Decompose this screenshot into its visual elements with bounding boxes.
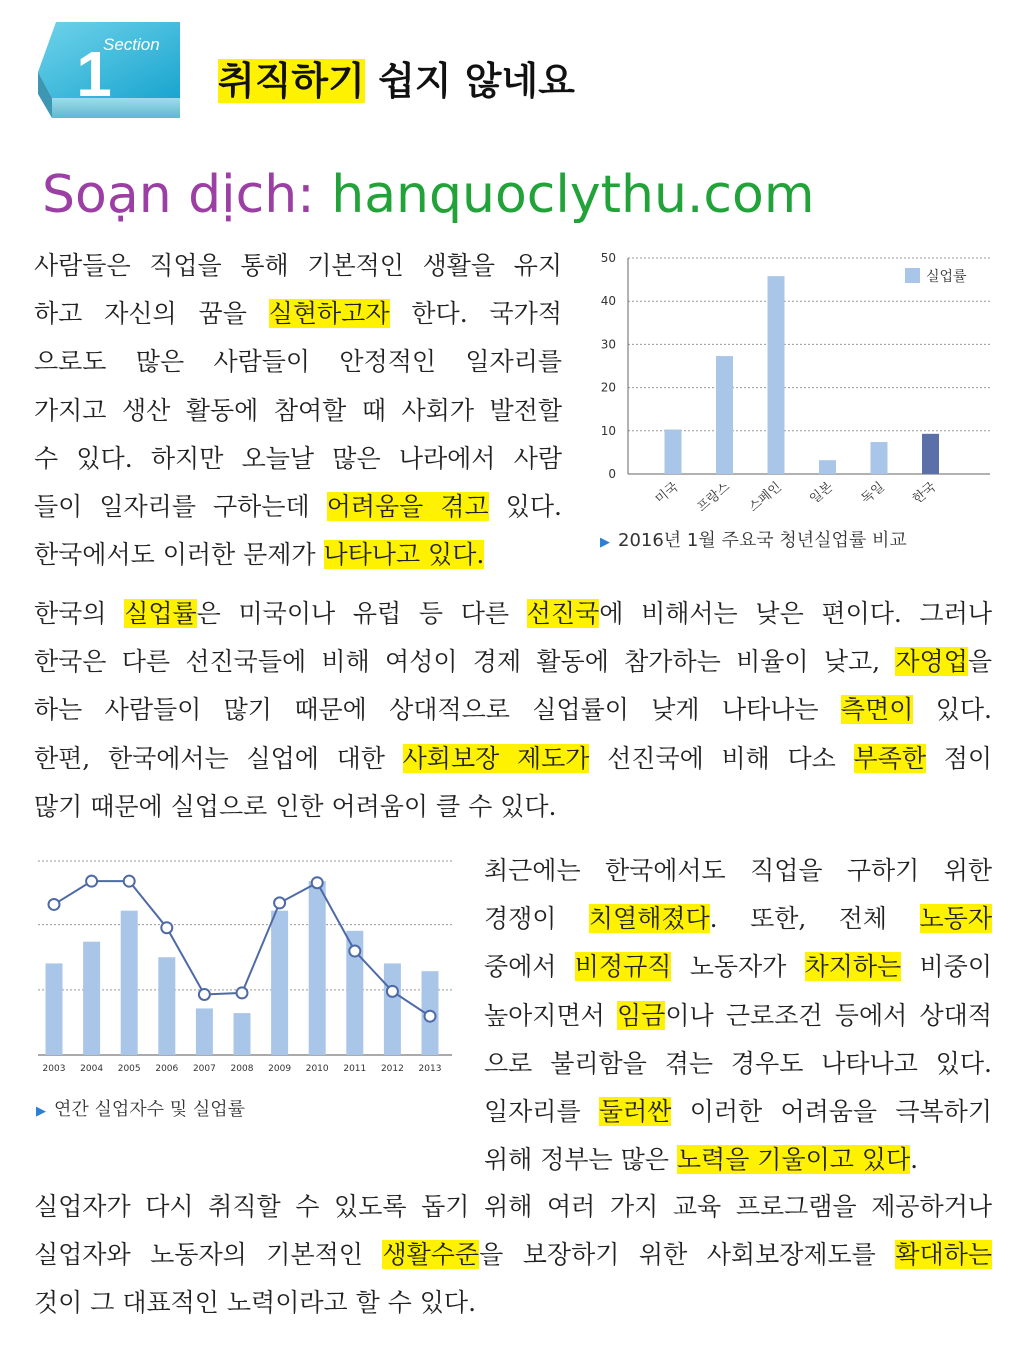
text-segment: . xyxy=(910,1145,919,1175)
watermark xyxy=(42,160,815,230)
highlighted-text: 어려움을 겪고 xyxy=(326,491,489,521)
text-segment: 위해 정부는 많은 xyxy=(484,1145,677,1175)
line-point xyxy=(312,877,323,888)
y-tick-label: 10 xyxy=(600,423,616,438)
text-segment: 점이 xyxy=(925,743,992,773)
text-line xyxy=(34,1231,992,1279)
text-segment: 하는 사람들이 많기 때문에 상대적으로 실업률이 낮게 나타나는 xyxy=(34,695,841,725)
bar xyxy=(309,881,326,1055)
text-line xyxy=(34,638,992,686)
text-segment: 한국의 xyxy=(34,599,125,628)
line-point xyxy=(199,989,210,1000)
paragraph-1 xyxy=(34,242,562,579)
text-segment: 중에서 xyxy=(484,952,575,982)
line-point xyxy=(387,986,398,997)
x-tick-label: 스페인 xyxy=(746,479,785,516)
bar xyxy=(768,276,785,474)
text-line xyxy=(34,242,562,290)
x-tick-label: 2013 xyxy=(418,1064,442,1074)
line-point xyxy=(237,987,248,998)
text-line xyxy=(34,1279,992,1327)
text-line xyxy=(484,1136,992,1184)
text-segment: 많기 때문에 실업으로 인한 어려움이 클 수 있다. xyxy=(34,791,557,821)
highlighted-text: 실업률 xyxy=(124,599,197,628)
text-line xyxy=(484,1088,992,1136)
bar xyxy=(196,1008,213,1055)
text-line xyxy=(34,290,562,338)
x-tick-label: 독일 xyxy=(858,479,888,508)
x-tick-label: 미국 xyxy=(652,479,682,508)
watermark-label: Soạn dịch: xyxy=(42,165,332,225)
text-line xyxy=(34,338,562,386)
x-tick-label: 2005 xyxy=(117,1064,141,1074)
highlighted-text: 생활수준 xyxy=(382,1240,480,1270)
x-tick-label: 2012 xyxy=(380,1064,404,1074)
paragraph-3 xyxy=(484,847,992,1184)
bar xyxy=(234,1013,251,1055)
highlighted-text: 나타나고 있다. xyxy=(323,540,485,570)
y-tick-label: 20 xyxy=(600,380,616,395)
text-segment: 실업자와 노동자의 기본적인 xyxy=(34,1240,383,1270)
chart1-caption xyxy=(600,526,907,552)
line-point xyxy=(86,876,97,887)
text-segment: 들이 일자리를 구하는데 xyxy=(34,491,327,521)
text-segment: 높아지면서 xyxy=(484,1000,618,1030)
highlighted-text: 부족한 xyxy=(853,743,926,773)
text-segment: 일자리를 xyxy=(484,1096,599,1126)
text-segment: 에 비해서는 낮은 편이다. 그러나 xyxy=(599,599,993,628)
line-point xyxy=(425,1011,436,1022)
bar xyxy=(716,356,733,474)
y-tick-label: 50 xyxy=(600,251,616,265)
bar xyxy=(922,434,939,474)
text-line xyxy=(34,590,992,638)
line-point xyxy=(161,922,172,933)
chart2-caption xyxy=(36,1095,245,1121)
text-segment: 노동자가 xyxy=(671,952,805,982)
caption-triangle-icon: ▶ xyxy=(36,1104,46,1119)
line-point xyxy=(274,897,285,908)
text-segment: . 또한, 전체 xyxy=(709,904,920,934)
x-tick-label: 2004 xyxy=(80,1064,104,1074)
highlighted-text: 차지하는 xyxy=(804,952,902,982)
y-tick-label: 30 xyxy=(600,337,616,352)
section-label: Section xyxy=(103,35,160,54)
bar xyxy=(158,957,175,1055)
text-segment: 것이 그 대표적인 노력이라고 할 수 있다. xyxy=(34,1288,477,1318)
text-segment: 한다. 국가적 xyxy=(389,299,562,329)
highlighted-text: 사회보장 제도가 xyxy=(402,743,590,773)
x-tick-label: 2011 xyxy=(343,1064,367,1074)
highlighted-text: 선진국 xyxy=(526,599,600,628)
text-segment: 사람들은 직업을 통해 기본적인 생활을 유지 xyxy=(34,251,562,280)
legend-label: 실업률 xyxy=(926,269,967,285)
line-point xyxy=(124,876,135,887)
x-tick-label: 프랑스 xyxy=(694,479,734,516)
text-segment: 있다. xyxy=(913,695,992,725)
section-number: 1 xyxy=(76,38,112,110)
x-tick-label: 2009 xyxy=(268,1064,292,1074)
highlighted-text: 비정규직 xyxy=(574,952,672,982)
bar xyxy=(46,963,63,1055)
highlighted-text: 노동자 xyxy=(919,904,992,934)
text-segment: 비중이 xyxy=(901,952,992,982)
bar xyxy=(271,911,288,1055)
annual-unemployment-chart xyxy=(34,855,456,1080)
text-line xyxy=(34,735,992,783)
text-line xyxy=(34,387,562,435)
highlighted-text: 임금 xyxy=(617,1000,666,1030)
text-segment: 한국은 다른 선진국들에 비해 여성이 경제 활동에 참가하는 비율이 낮고, xyxy=(34,647,896,677)
text-segment: 이러한 어려움을 극복하기 xyxy=(671,1096,992,1126)
text-line xyxy=(34,783,992,831)
paragraph-4 xyxy=(34,1183,992,1328)
bar xyxy=(819,460,836,474)
text-segment: 한국에서도 이러한 문제가 xyxy=(34,540,324,570)
paragraph-2 xyxy=(34,590,992,831)
y-tick-label: 0 xyxy=(608,467,616,481)
caption-triangle-icon: ▶ xyxy=(600,535,610,550)
text-line xyxy=(484,847,992,895)
text-segment: 으로도 많은 사람들이 안정적인 일자리를 xyxy=(34,347,562,377)
text-line xyxy=(34,686,992,734)
text-segment: 수 있다. 하지만 오늘날 많은 나라에서 사람 xyxy=(34,443,562,473)
page-title xyxy=(218,56,575,106)
highlighted-text: 치열해졌다 xyxy=(588,904,710,934)
text-segment: 선진국에 비해 다소 xyxy=(589,743,854,773)
text-segment: 실업자가 다시 취직할 수 있도록 돕기 위해 여러 가지 교육 프로그램을 제공하거나 xyxy=(34,1192,992,1221)
text-segment: 최근에는 한국에서도 직업을 구하기 위한 xyxy=(484,856,992,885)
chart1-caption-text: 2016년 1월 주요국 청년실업률 비교 xyxy=(618,530,907,551)
x-tick-label: 2006 xyxy=(155,1064,179,1074)
x-tick-label: 2003 xyxy=(42,1064,66,1074)
text-line xyxy=(484,895,992,943)
text-line xyxy=(484,943,992,991)
text-segment: 경쟁이 xyxy=(484,904,589,934)
text-line xyxy=(484,1040,992,1088)
highlighted-text: 노력을 기울이고 있다 xyxy=(676,1145,911,1175)
y-tick-label: 40 xyxy=(600,294,616,309)
text-segment: 을 보장하기 위한 사회보장제도를 xyxy=(479,1240,896,1270)
watermark-site: hanquoclythu.com xyxy=(331,165,815,225)
x-tick-label: 2010 xyxy=(305,1064,329,1074)
x-tick-label: 일본 xyxy=(807,479,837,508)
text-line xyxy=(34,1183,992,1231)
x-tick-label: 한국 xyxy=(910,479,940,508)
text-segment: 있다. xyxy=(488,491,562,521)
bar xyxy=(121,911,138,1055)
highlighted-text: 둘러싼 xyxy=(598,1096,672,1126)
text-line xyxy=(484,992,992,1040)
text-line xyxy=(34,435,562,483)
x-tick-label: 2008 xyxy=(230,1064,254,1074)
legend-swatch xyxy=(905,268,920,283)
text-line xyxy=(34,483,562,531)
chart2-caption-text: 연간 실업자수 및 실업률 xyxy=(54,1099,246,1120)
line-point xyxy=(349,946,360,957)
text-segment: 은 미국이나 유럽 등 다른 xyxy=(196,599,527,628)
bar xyxy=(665,430,682,474)
highlighted-text: 자영업 xyxy=(895,647,968,677)
title-highlight: 취직하기 xyxy=(218,59,365,103)
text-segment: 을 xyxy=(967,647,992,677)
text-segment: 가지고 생산 활동에 참여할 때 사회가 발전할 xyxy=(34,395,562,425)
highlighted-text: 측면이 xyxy=(840,695,914,725)
x-tick-label: 2007 xyxy=(192,1064,216,1074)
text-segment: 이나 근로조건 등에서 상대적 xyxy=(665,1000,992,1030)
text-segment: 으로 불리함을 겪는 경우도 나타나고 있다. xyxy=(484,1048,992,1078)
line-point xyxy=(49,899,60,910)
text-line xyxy=(34,531,562,579)
youth-unemployment-chart xyxy=(596,244,996,534)
highlighted-text: 실현하고자 xyxy=(268,299,390,329)
bar xyxy=(871,442,888,474)
bar xyxy=(83,942,100,1055)
highlighted-text: 확대하는 xyxy=(895,1240,992,1270)
title-rest: 쉽지 않네요 xyxy=(364,59,575,103)
text-segment: 한편, 한국에서는 실업에 대한 xyxy=(34,743,403,773)
bar xyxy=(384,963,401,1055)
text-segment: 하고 자신의 꿈을 xyxy=(34,299,269,329)
